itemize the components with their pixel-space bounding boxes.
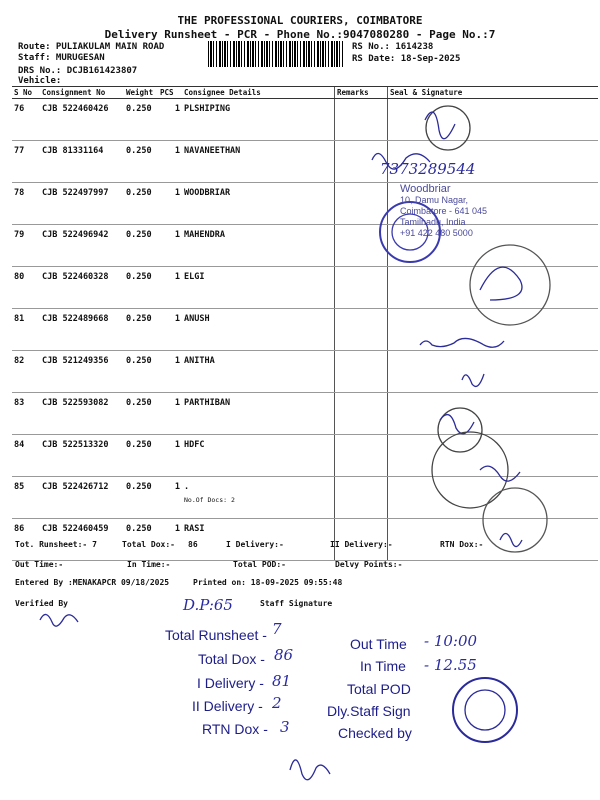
cell-consignment: CJB 81331164 <box>40 141 124 183</box>
stamp-dly-staff-label: Dly.Staff Sign <box>327 703 411 719</box>
seal-stamp-86 <box>483 488 547 552</box>
printed-on: Printed on: 18-09-2025 09:55:48 <box>193 578 343 587</box>
cell-weight: 0.250 <box>124 267 158 309</box>
cell-sno: 79 <box>12 225 40 267</box>
col-remarks: Remarks <box>335 87 388 99</box>
delvy-points: Delvy Points:- <box>335 560 403 569</box>
cell-consignment: CJB 522593082 <box>40 393 124 435</box>
cell-consignee: PARTHIBAN <box>182 393 335 435</box>
verified-by: Verified By <box>15 599 68 608</box>
cell-consignment: CJB 522460459 <box>40 519 124 561</box>
docs-note: No.Of Docs: 2 <box>184 496 235 504</box>
verified-signature <box>40 614 78 626</box>
cell-pcs: 1 <box>158 351 182 393</box>
cell-consignment: CJB 522426712 <box>40 477 124 519</box>
stamp-out-time-value: - 10:00 <box>424 632 478 650</box>
stamp-out-time-label: Out Time <box>350 636 407 652</box>
cell-consignment: CJB 522513320 <box>40 435 124 477</box>
woodbriar-stamp-phone: +91 422 480 5000 <box>400 228 473 238</box>
staff-signature-label: Staff Signature <box>260 599 333 608</box>
cell-sno: 80 <box>12 267 40 309</box>
cell-weight: 0.250 <box>124 519 158 561</box>
cell-pcs: 1 <box>158 435 182 477</box>
out-time: Out Time:- <box>15 560 64 569</box>
company-title: THE PROFESSIONAL COURIERS, COIMBATORE <box>177 14 423 27</box>
stamp-i-delivery-value: 81 <box>272 672 292 690</box>
stamp-total-pod-label: Total POD <box>347 681 411 697</box>
cell-sno: 76 <box>12 99 40 141</box>
i-delivery: I Delivery:- <box>226 540 284 549</box>
cell-consignment: CJB 521249356 <box>40 351 124 393</box>
rtn-dox: RTN Dox:- <box>440 540 484 549</box>
cell-consignee: ANUSH <box>182 309 335 351</box>
cell-sno: 83 <box>12 393 40 435</box>
cell-pcs: 1 <box>158 519 182 561</box>
cell-pcs: 1 <box>158 309 182 351</box>
signature-84 <box>440 415 474 434</box>
total-dox-value: 86 <box>188 540 198 549</box>
rs-date: RS Date: 18-Sep-2025 <box>352 54 461 64</box>
drs-number: DRS No.: DCJB161423807 <box>18 66 138 76</box>
cell-sno: 82 <box>12 351 40 393</box>
signature-80 <box>480 267 522 300</box>
stamp-ii-delivery-value: 2 <box>272 694 282 712</box>
stamp-total-dox-label: Total Dox - <box>198 651 265 667</box>
cell-sno: 78 <box>12 183 40 225</box>
stamp-rtn-dox-value: 3 <box>280 718 290 736</box>
signature-85 <box>480 466 520 481</box>
cell-weight: 0.250 <box>124 393 158 435</box>
woodbriar-stamp-name: Woodbriar <box>400 183 451 195</box>
cell-weight: 0.250 <box>124 225 158 267</box>
cell-weight: 0.250 <box>124 435 158 477</box>
stamp-rtn-dox-label: RTN Dox - <box>202 721 268 737</box>
cell-consignment: CJB 522489668 <box>40 309 124 351</box>
stamp-in-time-label: In Time <box>360 658 406 674</box>
cell-consignee: ELGI <box>182 267 335 309</box>
col-seal-signature: Seal & Signature <box>388 87 599 99</box>
consignee-name: . <box>184 482 190 492</box>
stamp-ii-delivery-label: II Delivery - <box>192 698 263 714</box>
handwritten-dp: D.P:65 <box>183 596 233 614</box>
cell-consignee: WOODBRIAR <box>182 183 335 225</box>
total-dox-label: Total Dox:- <box>122 540 175 549</box>
stamp-total-dox-value: 86 <box>274 646 294 664</box>
total-pod: Total POD:- <box>233 560 286 569</box>
cell-consignee: HDFC <box>182 435 335 477</box>
col-consignment: Consignment No <box>40 87 124 99</box>
stamp-in-time-value: - 12.55 <box>424 656 477 674</box>
stamp-checked-by-label: Checked by <box>338 725 412 741</box>
cell-sno: 81 <box>12 309 40 351</box>
tot-runsheet: Tot. Runsheet:- 7 <box>15 540 97 549</box>
signature-82b <box>462 374 484 386</box>
cell-weight: 0.250 <box>124 309 158 351</box>
rs-number: RS No.: 1614238 <box>352 42 434 52</box>
cell-consignment: CJB 522496942 <box>40 225 124 267</box>
stamp-total-runsheet-label: Total Runsheet - <box>165 627 267 643</box>
signature-86 <box>500 533 522 546</box>
runsheet-subtitle: Delivery Runsheet - PCR - Phone No.:9047080280 - Page No.:7 <box>104 28 496 41</box>
cell-consignee: RASI <box>182 519 335 561</box>
col-sno: S No <box>12 87 40 99</box>
cell-consignee: PLSHIPING <box>182 99 335 141</box>
cell-weight: 0.250 <box>124 477 158 519</box>
woodbriar-stamp-text <box>400 184 487 239</box>
cell-consignee: NAVANEETHAN <box>182 141 335 183</box>
col-consignee: Consignee Details <box>182 87 335 99</box>
cell-sno: 77 <box>12 141 40 183</box>
stamp-total-runsheet-value: 7 <box>272 620 282 638</box>
col-pcs: PCS <box>158 87 182 99</box>
pcr-stamp <box>453 678 517 742</box>
cell-sno: 84 <box>12 435 40 477</box>
cell-pcs: 1 <box>158 99 182 141</box>
cell-pcs: 1 <box>158 141 182 183</box>
cell-weight: 0.250 <box>124 183 158 225</box>
cell-consignment: CJB 522460328 <box>40 267 124 309</box>
seal-stamp-85 <box>432 432 508 508</box>
entered-by: Entered By :MENAKAPCR 09/18/2025 <box>15 578 170 587</box>
cell-pcs: 1 <box>158 225 182 267</box>
in-time: In Time:- <box>127 560 171 569</box>
cell-pcs: 1 <box>158 183 182 225</box>
cell-sno: 85 <box>12 477 40 519</box>
staff: Staff: MURUGESAN <box>18 53 105 63</box>
col-weight: Weight <box>124 87 158 99</box>
cell-consignment: CJB 522460426 <box>40 99 124 141</box>
handwritten-phone: 7373289544 <box>380 160 476 178</box>
bottom-signature <box>290 760 330 780</box>
cell-consignee: MAHENDRA <box>182 225 335 267</box>
cell-pcs: 1 <box>158 477 182 519</box>
cell-weight: 0.250 <box>124 141 158 183</box>
cell-consignment: CJB 522497997 <box>40 183 124 225</box>
cell-sno: 86 <box>12 519 40 561</box>
route: Route: PULIAKULAM MAIN ROAD <box>18 42 165 52</box>
woodbriar-stamp-addr3: Tamilnadu, India <box>400 217 466 227</box>
cell-weight: 0.250 <box>124 351 158 393</box>
ii-delivery: II Delivery:- <box>330 540 393 549</box>
signature-82 <box>420 338 504 347</box>
pcr-stamp-inner <box>465 690 505 730</box>
woodbriar-stamp-addr1: 10, Damu Nagar, <box>400 195 469 205</box>
woodbriar-stamp-addr2: Coimbatore - 641 045 <box>400 206 488 216</box>
stamp-i-delivery-label: I Delivery - <box>197 675 264 691</box>
cell-consignee: ANITHA <box>182 351 335 393</box>
cell-weight: 0.250 <box>124 99 158 141</box>
cell-pcs: 1 <box>158 393 182 435</box>
vehicle: Vehicle: <box>18 76 62 86</box>
cell-pcs: 1 <box>158 267 182 309</box>
